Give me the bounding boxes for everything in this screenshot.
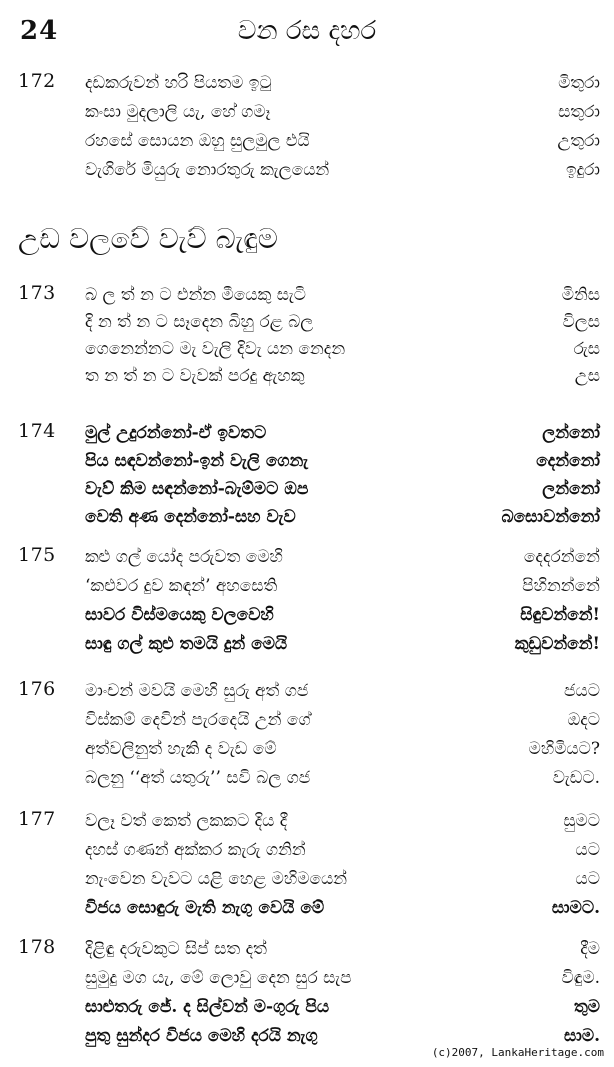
page-title: වන රස දහර bbox=[237, 16, 377, 46]
verse-line-text: පුතු සුන්දර විජය මෙහි දරයි නැගු bbox=[85, 1026, 318, 1046]
verse-line-rhyme: පිහිනන්නේ bbox=[522, 576, 600, 596]
verse-line-rhyme: උස bbox=[574, 366, 600, 386]
verse-number: 177 bbox=[18, 808, 56, 830]
verse-line-text: බ ල ත් න ට එන්න මීයෙකු සැටි bbox=[85, 285, 306, 305]
verse-line-rhyme: විලස bbox=[562, 312, 600, 332]
verse-line-text: ගෙනෙන්නට මැ වැලි දිවැ යන නෙදන bbox=[85, 339, 346, 359]
verse-line-rhyme: දෙදරන්නේ bbox=[523, 547, 600, 567]
verse-line-rhyme: බසොවන්නෝ bbox=[501, 507, 600, 527]
verse-line-text: වැගිරේ මියුරු නොරතුරු කැලයෙන් bbox=[85, 160, 330, 180]
verse-line-rhyme: විඳුම. bbox=[561, 968, 600, 988]
verse-line bbox=[0, 280, 614, 310]
verse-line-text: මාංචන් මවයි මෙහි සුරු අත් ගජ bbox=[85, 681, 309, 701]
verse-line bbox=[0, 334, 614, 364]
verse-line-text: දඩකරුවන් හරි පියතම ඉටු bbox=[85, 73, 272, 93]
verse-line bbox=[0, 474, 614, 504]
verse-line-rhyme: යට bbox=[575, 869, 600, 889]
verse-line-rhyme: දෙන්නෝ bbox=[536, 451, 600, 471]
verse-line-text: මුල් උදුරන්නෝ-ඒ ඉවතට bbox=[85, 423, 267, 443]
verse-line-text: අත්වලිනුත් හැකි ද වැඩ මේ bbox=[85, 739, 277, 759]
verse-line-text: විස්කම් දෙවින් පැරදෙයි උන් ගේ bbox=[85, 710, 311, 730]
verse-line-text: ත න ත් න ට වැවක් පරදු ඇහකු bbox=[85, 366, 305, 386]
verse-line-rhyme: සාම. bbox=[564, 1026, 600, 1046]
verse-line-rhyme: දීම bbox=[580, 939, 600, 959]
verse-line-rhyme: ජයට bbox=[564, 681, 600, 701]
verse-line-rhyme: මිතුරා bbox=[558, 73, 600, 93]
verse-line bbox=[0, 676, 614, 706]
verse-line bbox=[0, 418, 614, 448]
verse-line bbox=[0, 864, 614, 894]
verse-number: 178 bbox=[18, 936, 56, 958]
verse-line-rhyme: රුස bbox=[573, 339, 600, 359]
verse-number: 176 bbox=[18, 678, 56, 700]
verse-line-text: ‘කළුවර දුව කඳන්’ අහසෙති bbox=[85, 576, 278, 596]
verse-line bbox=[0, 502, 614, 532]
verse-line-rhyme: කුඩුවන්නේ! bbox=[514, 634, 600, 654]
verse-line-text: දිළිඳු දරුවකුට සිප් සත දත් bbox=[85, 939, 267, 959]
verse-line bbox=[0, 446, 614, 476]
verse-line bbox=[0, 126, 614, 156]
verse-line-text: කළු ගල් යෝද පරුවත මෙහි bbox=[85, 547, 283, 567]
verse-line bbox=[0, 307, 614, 337]
verse-line-rhyme: සතුරා bbox=[558, 102, 600, 122]
verse-line-rhyme: ලන්නෝ bbox=[542, 423, 600, 443]
verse-line-rhyme: සිඳුවන්නේ! bbox=[520, 605, 600, 625]
verse-line bbox=[0, 705, 614, 735]
verse-line bbox=[0, 97, 614, 127]
copyright-notice: (c)2007, LankaHeritage.com bbox=[431, 1046, 604, 1059]
verse-line bbox=[0, 963, 614, 993]
verse-line-text: දහස් ගණන් අක්කර කැරු ගනින් bbox=[85, 840, 306, 860]
verse-line bbox=[0, 893, 614, 923]
page-number: 24 bbox=[20, 16, 59, 46]
verse-line-text: බලනු ‘‘අත් යතුරු’’ සවි බල ගජ bbox=[85, 768, 311, 788]
verse-line bbox=[0, 571, 614, 601]
verse-line-text: දි න ත් න ට සෑදෙන බිහු රළ බල bbox=[85, 312, 314, 332]
verse-line-text: විජය සොඳුරු මැති නැගු වෙයි මේ bbox=[85, 898, 325, 918]
verse-line-rhyme: උතුරා bbox=[557, 131, 600, 151]
verse-line-text: කංසා මුදලාලි යැ, හේ ගමෑ bbox=[85, 102, 271, 122]
verse-line-text: වලෑ වත් කෙත් ලකකට දිය දී bbox=[85, 811, 288, 831]
verse-line-text: වෙති අණ දෙන්නෝ-සහ වැව bbox=[85, 507, 296, 527]
verse-line-text: සුමුදු මග යැ, මේ ලොවු දෙන සුර සැප bbox=[85, 968, 352, 988]
verse-line-rhyme: වැඩට. bbox=[552, 768, 600, 788]
verse-number: 175 bbox=[18, 544, 56, 566]
verse-line-text: වැව් කිම සඳන්නෝ-බැම්මට ඔප bbox=[85, 479, 309, 499]
verse-line bbox=[0, 600, 614, 630]
verse-line bbox=[0, 934, 614, 964]
verse-line-rhyme: යට bbox=[575, 840, 600, 860]
verse-line-text: සාවර විස්මයෙකු වලවෙහි bbox=[85, 605, 274, 625]
verse-line bbox=[0, 155, 614, 185]
verse-line bbox=[0, 763, 614, 793]
verse-line bbox=[0, 68, 614, 98]
verse-line-text: රහසේ සොයන ඔහු සුලමුල එයි bbox=[85, 131, 310, 151]
verse-line-rhyme: මිනිස bbox=[561, 285, 600, 305]
verse-line-rhyme: ලන්නෝ bbox=[542, 479, 600, 499]
verse-line-text: පිය සඳවන්නෝ-ඉන් වැලි ගෙනැ bbox=[85, 451, 309, 471]
verse-line bbox=[0, 835, 614, 865]
verse-line bbox=[0, 992, 614, 1022]
verse-number: 174 bbox=[18, 420, 56, 442]
section-heading: උඩ වලවේ වැව් බැඳුම bbox=[18, 222, 278, 255]
verse-line-rhyme: මහිමියට? bbox=[528, 739, 600, 759]
verse-line bbox=[0, 806, 614, 836]
verse-line-rhyme: ඉදුරා bbox=[565, 160, 600, 180]
verse-line bbox=[0, 734, 614, 764]
verse-line bbox=[0, 629, 614, 659]
verse-number: 173 bbox=[18, 282, 56, 304]
verse-line-rhyme: සුමට bbox=[563, 811, 600, 831]
verse-line-rhyme: තුම bbox=[573, 997, 600, 1017]
verse-line-rhyme: සාමට. bbox=[551, 898, 600, 918]
verse-number: 172 bbox=[18, 70, 56, 92]
verse-line bbox=[0, 361, 614, 391]
page-header bbox=[0, 0, 614, 60]
verse-line-rhyme: ඔදට bbox=[567, 710, 600, 730]
verse-line-text: සාළුතරු ජේ. ද සිල්වන් ම-ගුරු පිය bbox=[85, 997, 330, 1017]
verse-line-text: නැංවෙන වැවට යළි හෙළ මහිමයෙන් bbox=[85, 869, 348, 889]
verse-line-text: සාඳු ගල් කුළු තමයි දුන් මෙයි bbox=[85, 634, 288, 654]
verse-line bbox=[0, 542, 614, 572]
